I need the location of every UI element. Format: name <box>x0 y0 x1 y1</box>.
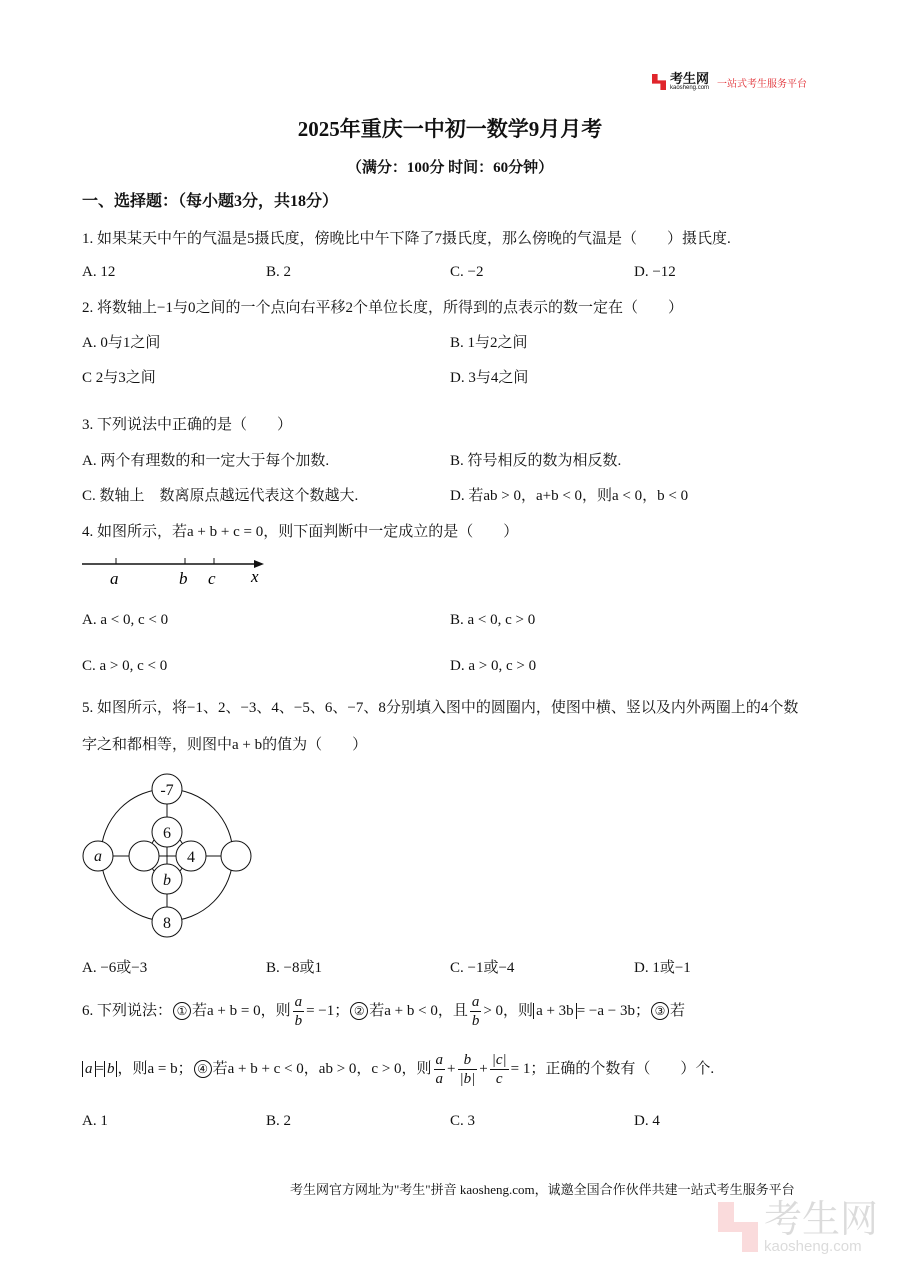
kaosheng-logo-icon <box>652 74 666 90</box>
q6-option-b: B. 2 <box>266 1113 292 1129</box>
fraction-a-over-b: $\frac{a}{b}$ <box>294 994 303 1030</box>
abs-a-plus-3b: a + 3b <box>533 1003 577 1019</box>
q6-stem-line1: 6. 下列说法： ① 若a + b = 0，则 $\frac{a}{b}$ = −1； ② 若a + b < 0，且 $\frac{a}{b}$ > 0，则 a + 3b = −a − 3b； ③ 若 <box>82 994 685 1030</box>
fraction-b-over-abs-b: $\frac{b}{|b|}$ <box>459 1052 476 1088</box>
label-a: a <box>110 569 119 588</box>
circled-1: ① <box>173 1002 191 1020</box>
circle-inner-left <box>129 841 159 871</box>
circle-inner-top-label: 6 <box>163 825 171 842</box>
q1-option-a: A. 12 <box>82 264 116 280</box>
section-heading: 一、选择题：（每小题3分，共18分） <box>82 193 339 210</box>
q5-circle-diagram <box>75 765 265 945</box>
q5-option-b: B. −8或1 <box>266 960 322 976</box>
q1-option-d: D. −12 <box>634 264 676 280</box>
q5-stem-line2: 字之和都相等，则图中a + b的值为（ ） <box>82 737 368 753</box>
q4-option-d: D. a > 0, c > 0 <box>450 658 537 674</box>
circle-top-label: -7 <box>160 782 174 799</box>
circled-2: ② <box>350 1002 368 1020</box>
q2-option-d: D. 3与4之间 <box>450 370 529 386</box>
q3-option-b: B. 符号相反的数为相反数. <box>450 453 622 469</box>
q5-stem-line1: 5. 如图所示，将−1、2、−3、4、−5、6、−7、8分别填入图中的圆圈内，使图中横、竖以及内外两圈上的4个数 <box>82 700 799 716</box>
q4-option-b: B. a < 0, c > 0 <box>450 612 536 628</box>
label-x: x <box>251 567 259 586</box>
q4-option-c: C. a > 0, c < 0 <box>82 658 168 674</box>
q1-option-c: C. −2 <box>450 264 484 280</box>
page-subtitle: （满分：100分 时间：60分钟） <box>346 160 554 176</box>
brand-logo <box>652 73 807 91</box>
brand-slogan: 一站式考生服务平台 <box>717 78 808 90</box>
q4-option-a: A. a < 0, c < 0 <box>82 612 169 628</box>
circle-bottom-label: 8 <box>163 915 171 932</box>
q2-stem: 2. 将数轴上−1与0之间的一个点向右平移2个单位长度，所得到的点表示的数一定在（ ） <box>82 300 683 316</box>
q2-option-a: A. 0与1之间 <box>82 335 161 351</box>
brand-name: 考生网 <box>670 71 710 86</box>
q5-option-d: D. 1或−1 <box>634 960 691 976</box>
q6-option-a: A. 1 <box>82 1113 108 1129</box>
q3-option-c: C. 数轴上 数离原点越远代表这个数越大. <box>82 488 359 504</box>
circle-inner-bottom-label: b <box>163 872 171 889</box>
q3-stem: 3. 下列说法中正确的是（ ） <box>82 417 293 433</box>
q4-number-line <box>78 552 278 588</box>
q5-option-c: C. −1或−4 <box>450 960 515 976</box>
q3-option-a: A. 两个有理数的和一定大于每个加数. <box>82 453 330 469</box>
q6-stem-line2: a = b ，则a = b； ④ 若a + b + c < 0，ab > 0，c > 0，则 $\frac{a}{a}$ + $\frac{b}{|b|}$ + $\frac{|c|}{c}$ = 1；正确的个数有（ ）个. <box>82 1048 714 1090</box>
circled-3: ③ <box>651 1002 669 1020</box>
circled-4: ④ <box>194 1060 212 1078</box>
q6-option-d: D. 4 <box>634 1113 660 1129</box>
circle-inner-right-label: 4 <box>187 849 195 866</box>
q3-option-d: D. 若ab > 0，a+b < 0，则a < 0，b < 0 <box>450 488 689 504</box>
fraction-abs-c-over-c: $\frac{|c|}{c}$ <box>491 1052 507 1088</box>
page-footer: 考生网官方网址为"考生"拼音 kaosheng.com，诚邀全国合作伙伴共建一站式考生服务平台 <box>290 1182 795 1197</box>
kaosheng-watermark: 考生网 kaosheng.com <box>718 1200 878 1254</box>
q1-stem: 1. 如果某天中午的气温是5摄氏度，傍晚比中午下降了7摄氏度，那么傍晚的气温是（ ）摄氏度. <box>82 231 731 247</box>
page-title: 2025年重庆一中初一数学9月月考 <box>297 117 603 141</box>
fraction-a-over-b-2: $\frac{a}{b}$ <box>471 994 480 1030</box>
brand-domain: kaosheng.com <box>670 85 710 91</box>
label-b: b <box>179 569 188 588</box>
circle-right <box>221 841 251 871</box>
q4-stem: 4. 如图所示，若a + b + c = 0，则下面判断中一定成立的是（ ） <box>82 524 519 540</box>
q2-option-c: C 2与3之间 <box>82 370 156 386</box>
q1-option-b: B. 2 <box>266 264 292 280</box>
q2-option-b: B. 1与2之间 <box>450 335 528 351</box>
q5-option-a: A. −6或−3 <box>82 960 148 976</box>
circle-left-label: a <box>94 848 102 865</box>
watermark-logo-icon <box>718 1202 758 1252</box>
q6-option-c: C. 3 <box>450 1113 476 1129</box>
fraction-a-over-a: $\frac{a}{a}$ <box>435 1052 444 1088</box>
label-c: c <box>208 569 216 588</box>
